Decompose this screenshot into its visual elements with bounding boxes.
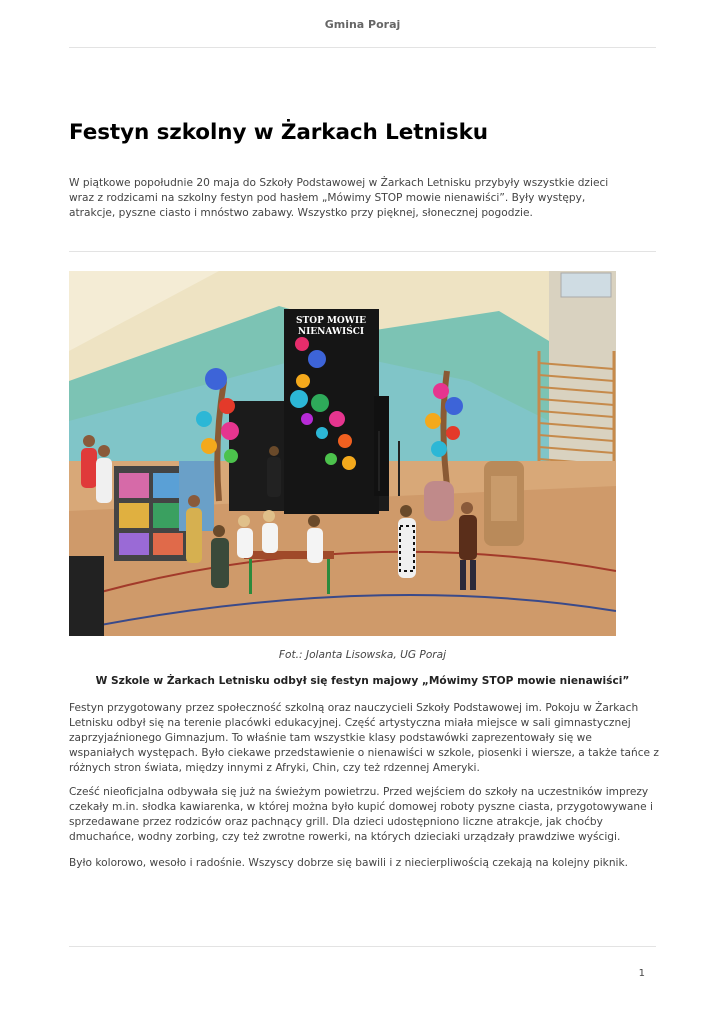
lead-divider xyxy=(69,251,656,252)
article-paragraph-1: Festyn przygotowany przez społeczność szkolną oraz nauczycieli Szkoły Podstawowej im. Pokoju w Żarkach Letnisku odbył się na terenie placówki edukacyjnej. Część artystyczna miała miejsce w sali gimnastycznej zaprzyjaźnionego Gimnazjum. To właśnie tam wszystkie klasy podstawówki zaprezentowały się we wspaniałych występach. Było ciekawe przedstawienie o nienawiści w szkole, piosenki i wiersze, a także tańce z różnych stron świata, między innymi z Afryki, Chin, czy też rdzennej Ameryki. xyxy=(69,702,659,774)
header-divider xyxy=(69,47,656,48)
article-subheading: W Szkole w Żarkach Letnisku odbył się festyn majowy „Mówimy STOP mowie nienawiści” xyxy=(95,675,630,687)
article-paragraph-3: Było kolorowo, wesoło i radośnie. Wszyscy dobrze się bawili i z niecierpliwością czekają na kolejny piknik. xyxy=(69,857,628,869)
banner-text-line2: NIENAWIŚCI xyxy=(297,327,365,337)
article-title: Festyn szkolny w Żarkach Letnisku xyxy=(69,120,488,145)
event-photo-illustration xyxy=(69,271,616,636)
article-lead: W piątkowe popołudnie 20 maja do Szkoły Podstawowej w Żarkach Letnisku przybyły wszystkie dzieci wraz z rodzicami na szkolny festyn pod hasłem „Mówimy STOP mowie nienawiści”. Były występy, atrakcje, pyszne ciasto i mnóstwo zabawy. Wszystko przy pięknej, słonecznej pogodzie. xyxy=(69,177,609,219)
photo-caption: Fot.: Jolanta Lisowska, UG Poraj xyxy=(278,649,447,661)
footer-divider xyxy=(69,946,656,947)
event-photo xyxy=(69,271,616,636)
page-number: 1 xyxy=(638,968,645,979)
banner-text-line1: STOP MOWIE xyxy=(296,316,366,326)
article-paragraph-2: Cześć nieoficjalna odbywała się już na świeżym powietrzu. Przed wejściem do szkoły na uczestników imprezy czekały m.in. słodka kawiarenka, w której można było kupić domowej roboty pyszne ciasta, przygotowywane i sprzedawane przez rodziców oraz pachnący grill. Dla dzieci udostępniono liczne atrakcje, jak choćby dmuchańce, wodny zorbing, czy też zwrotne rowerki, na których dzieciaki urządzały prawdziwe wyścigi. xyxy=(69,786,653,843)
site-name: Gmina Poraj xyxy=(324,18,401,31)
